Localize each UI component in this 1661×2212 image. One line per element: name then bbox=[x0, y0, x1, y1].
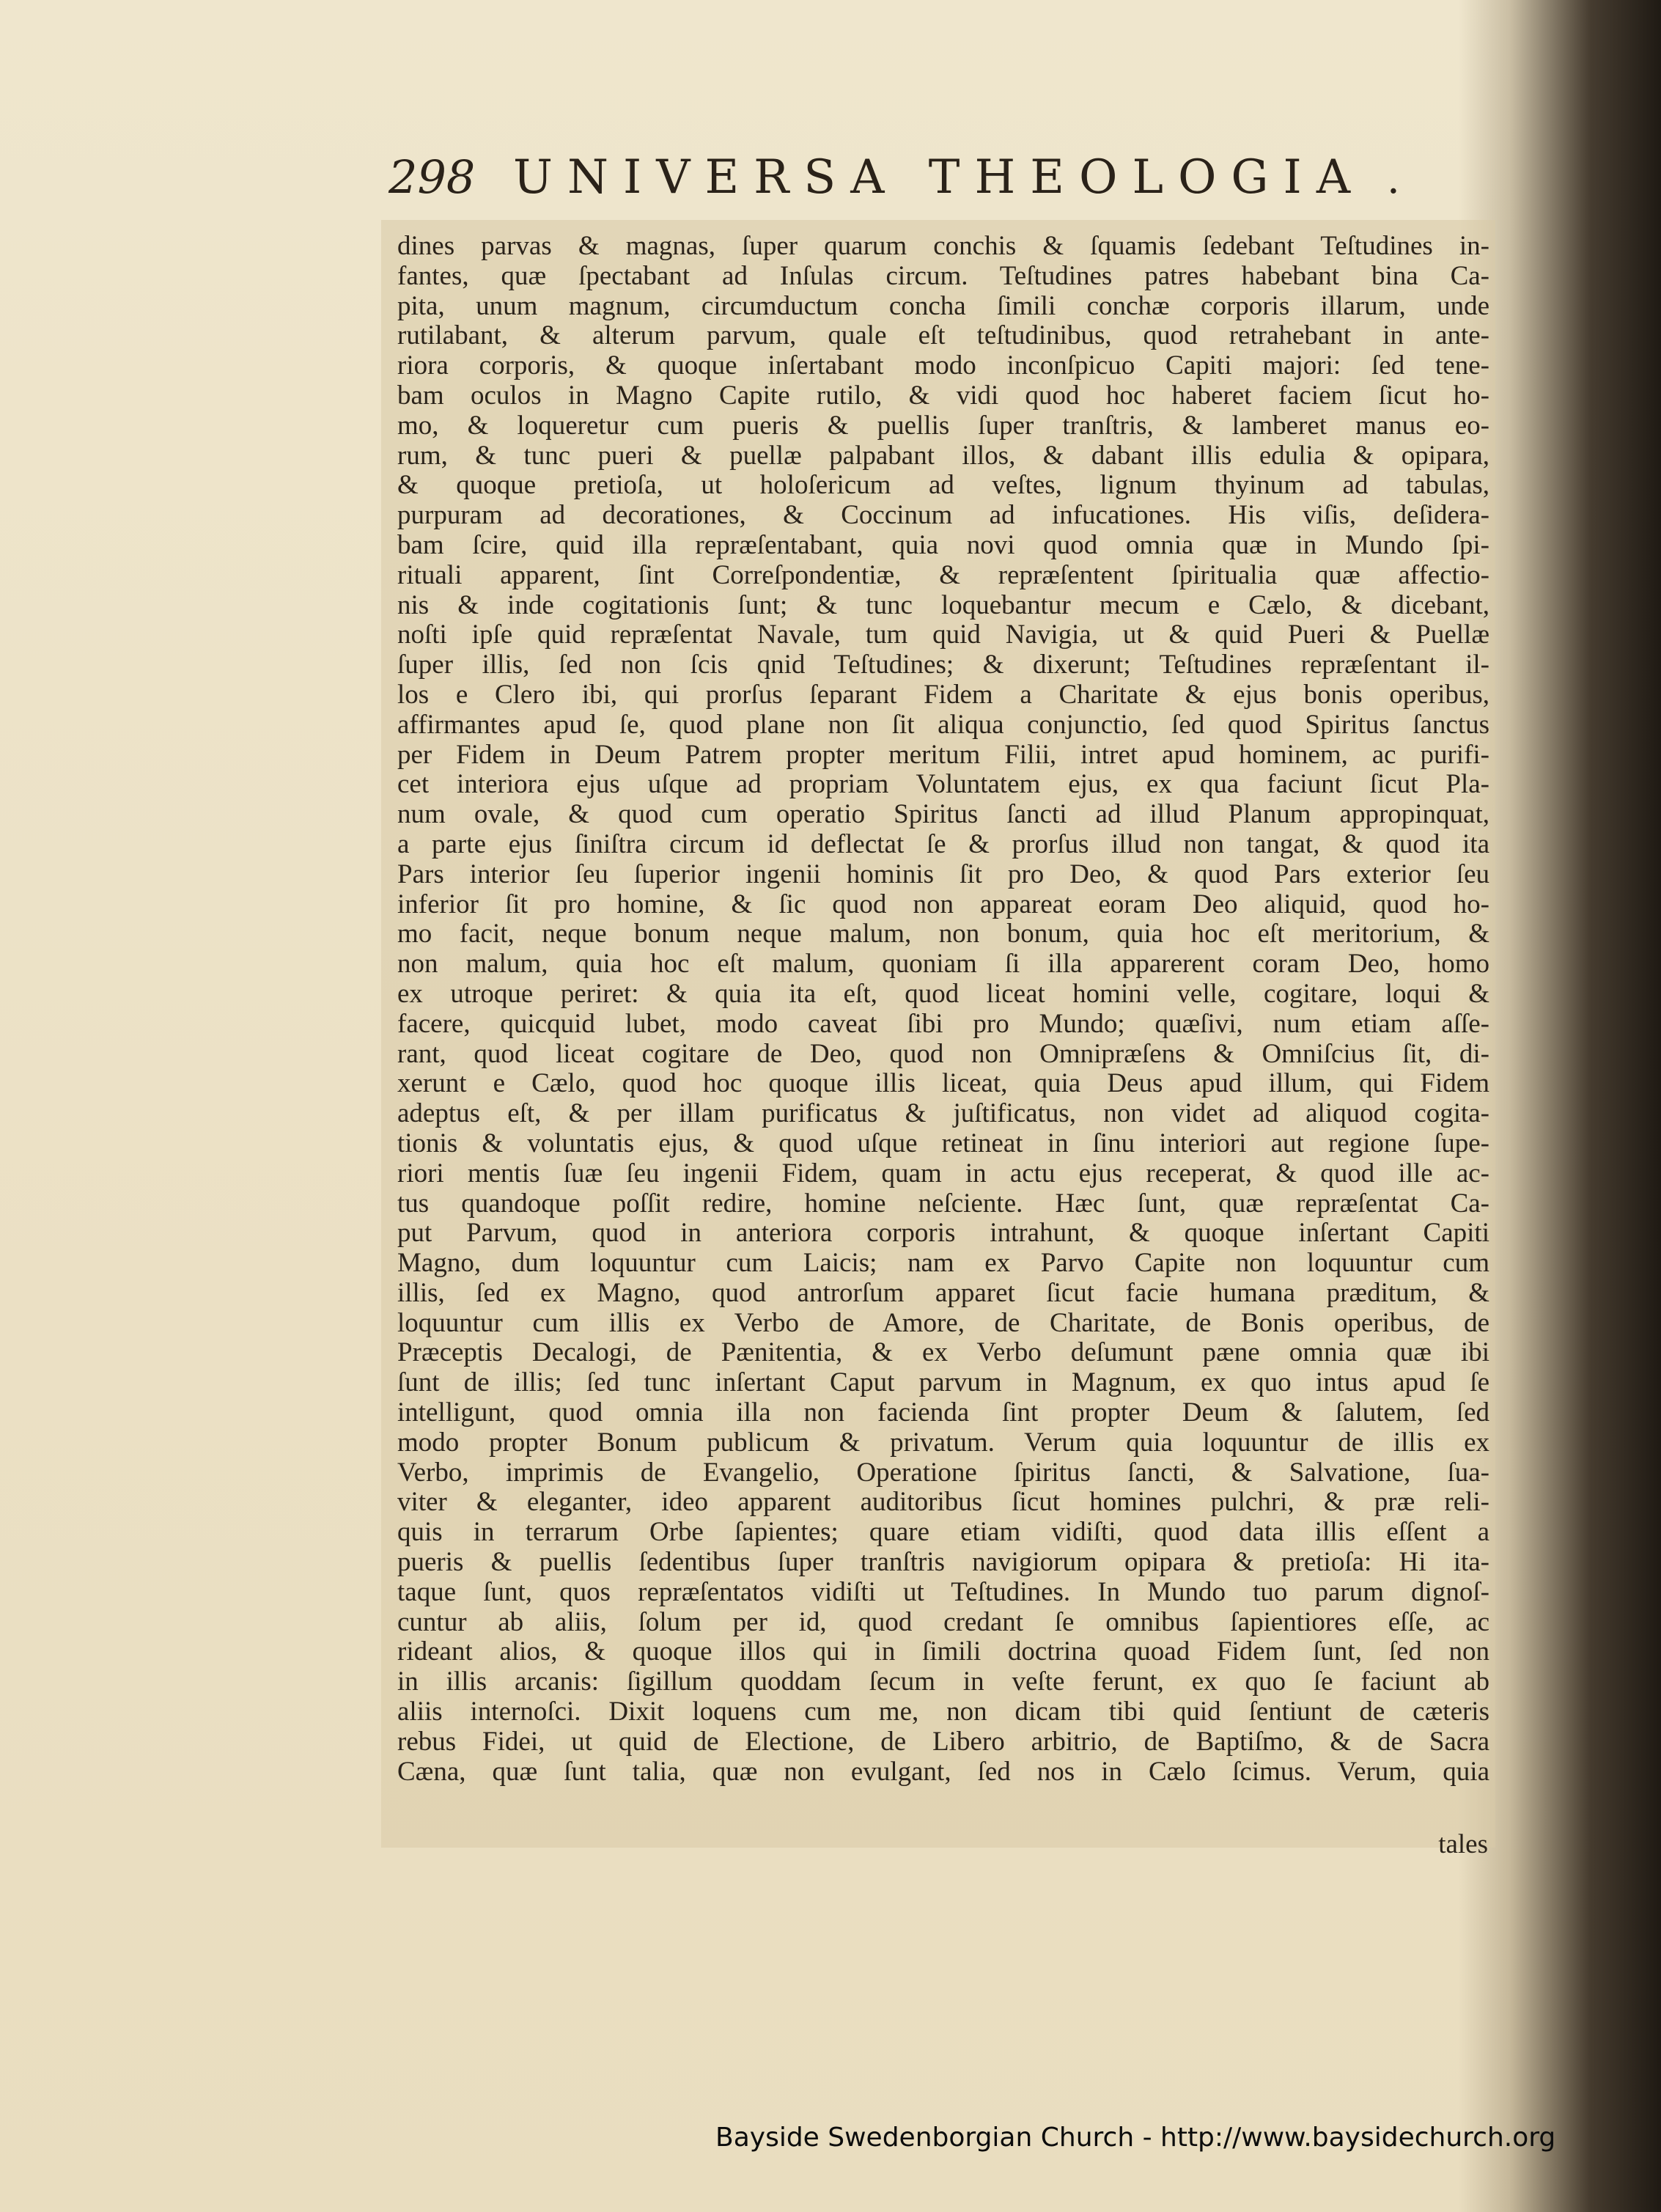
text-line: mo facit, neque bonum neque malum, non bonum, quia hoc eſt meritorium, & bbox=[397, 919, 1489, 949]
text-line: loquuntur cum illis ex Verbo de Amore, de Charitate, de Bonis operibus, de bbox=[397, 1308, 1489, 1338]
text-line: fantes, quæ ſpectabant ad Inſulas circum. Teſtudines patres habebant bina Ca- bbox=[397, 261, 1489, 291]
text-line: noſti ipſe quid repræſentat Navale, tum quid Navigia, ut & quid Pueri & Puellæ bbox=[397, 620, 1489, 650]
text-line: rutilabant, & alterum parvum, quale eſt teſtudinibus, quod retrahebant in ante- bbox=[397, 321, 1489, 351]
text-line: quis in terrarum Orbe ſapientes; quare etiam vidiſti, quod data illis eſſent a bbox=[397, 1518, 1489, 1548]
text-line: tionis & voluntatis ejus, & quod uſque retineat in ſinu interiori aut regione ſupe- bbox=[397, 1128, 1489, 1158]
text-line: facere, quicquid lubet, modo caveat ſibi pro Mundo; quæſivi, num etiam aſſe- bbox=[397, 1009, 1489, 1039]
text-line: rideant alios, & quoque illos qui in ſimili doctrina quoad Fidem ſunt, ſed non bbox=[397, 1637, 1489, 1667]
text-line: adeptus eſt, & per illam purificatus & juſtificatus, non videt ad aliquod cogita- bbox=[397, 1099, 1489, 1129]
text-line: a parte ejus ſiniſtra circum id deflectat ſe & prorſus illud non tangat, & quod ita bbox=[397, 829, 1489, 859]
text-line: taque ſunt, quos repræſentatos vidiſti ut Teſtudines. In Mundo tuo parum dignoſ- bbox=[397, 1577, 1489, 1607]
text-line: pueris & puellis ſedentibus ſuper tranſtris navigiorum opipara & pretioſa: Hi ita- bbox=[397, 1548, 1489, 1578]
text-line: Pars interior ſeu ſuperior ingenii hominis ſit pro Deo, & quod Pars exterior ſeu bbox=[397, 859, 1489, 889]
text-line: cuntur ab aliis, ſolum per id, quod credant ſe omnibus ſapientiores eſſe, ac bbox=[397, 1607, 1489, 1637]
page-number: 298 bbox=[388, 150, 476, 204]
text-line: num ovale, & quod cum operatio Spiritus ſancti ad illud Planum appropinquat, bbox=[397, 800, 1489, 830]
text-line: illis, ſed ex Magno, quod antrorſum apparet ſicut facie humana præditum, & bbox=[397, 1278, 1489, 1308]
text-line: non malum, quia hoc eſt malum, quoniam ſi illa apparerent coram Deo, homo bbox=[397, 949, 1489, 980]
text-line: pita, unum magnum, circumductum concha ſimili conchæ corporis illarum, unde bbox=[397, 291, 1489, 321]
text-line: mo, & loqueretur cum pueris & puellis ſuper tranſtris, & lamberet manus eo- bbox=[397, 411, 1489, 441]
text-line: inferior ſit pro homine, & ſic quod non appareat eoram Deo aliquid, quod ho- bbox=[397, 889, 1489, 919]
text-line: Præceptis Decalogi, de Pænitentia, & ex Verbo deſumunt pæne omnia quæ ibi bbox=[397, 1338, 1489, 1368]
text-line: riora corporis, & quoque inſertabant modo inconſpicuo Capiti majori: ſed tene- bbox=[397, 351, 1489, 381]
catchword: tales bbox=[1438, 1829, 1488, 1859]
text-line: per Fidem in Deum Patrem propter meritum Filii, intret apud hominem, ac purifi- bbox=[397, 740, 1489, 770]
text-line: rum, & tunc pueri & puellæ palpabant illos, & dabant illis edulia & opipara, bbox=[397, 441, 1489, 471]
text-line: rant, quod liceat cogitare de Deo, quod non Omnipræſens & Omniſcius ſit, di- bbox=[397, 1039, 1489, 1069]
text-line: in illis arcanis: ſigillum quoddam ſecum in veſte ferunt, ex quo ſe faciunt ab bbox=[397, 1667, 1489, 1697]
text-line: xerunt e Cælo, quod hoc quoque illis liceat, quia Deus apud illum, qui Fidem bbox=[397, 1069, 1489, 1099]
text-line: ſunt de illis; ſed tunc inſertant Caput parvum in Magnum, ex quo intus apud ſe bbox=[397, 1368, 1489, 1398]
text-line: riori mentis ſuæ ſeu ingenii Fidem, quam in actu ejus receperat, & quod ille ac- bbox=[397, 1158, 1489, 1188]
body-text bbox=[397, 232, 1489, 1787]
text-line: nis & inde cogitationis ſunt; & tunc loquebantur mecum e Cælo, & dicebant, bbox=[397, 590, 1489, 620]
text-line: Magno, dum loquuntur cum Laicis; nam ex Parvo Capite non loquuntur cum bbox=[397, 1249, 1489, 1279]
text-line: rituali apparent, ſint Correſpondentiæ, & repræſentent ſpiritualia quæ affectio- bbox=[397, 560, 1489, 590]
page-header bbox=[388, 150, 1488, 216]
text-line: viter & eleganter, ideo apparent auditoribus ſicut homines pulchri, & præ reli- bbox=[397, 1488, 1489, 1518]
text-line: tus quandoque poſſit redire, homine neſciente. Hæc ſunt, quæ repræſentat Ca- bbox=[397, 1188, 1489, 1219]
text-line: modo propter Bonum publicum & privatum. Verum quia loquuntur de illis ex bbox=[397, 1427, 1489, 1458]
text-line: purpuram ad decorationes, & Coccinum ad infucationes. His viſis, deſidera- bbox=[397, 501, 1489, 531]
text-line: Verbo, imprimis de Evangelio, Operatione ſpiritus ſancti, & Salvatione, ſua- bbox=[397, 1458, 1489, 1488]
text-line: bam oculos in Magno Capite rutilo, & vidi quod hoc haberet faciem ſicut ho- bbox=[397, 381, 1489, 411]
text-line: ex utroque periret: & quia ita eſt, quod liceat homini velle, cogitare, loqui & bbox=[397, 979, 1489, 1009]
text-line: bam ſcire, quid illa repræſentabant, quia novi quod omnia quæ in Mundo ſpi- bbox=[397, 530, 1489, 560]
text-line: put Parvum, quod in anteriora corporis intrahunt, & quoque inſertant Capiti bbox=[397, 1219, 1489, 1249]
text-line: dines parvas & magnas, ſuper quarum conchis & ſquamis ſedebant Teſtudines in- bbox=[397, 232, 1489, 261]
text-line: Cæna, quæ ſunt talia, quæ non evulgant, ſed nos in Cælo ſcimus. Verum, quia bbox=[397, 1757, 1489, 1787]
running-head: UNIVERSA THEOLOGIA bbox=[513, 150, 1366, 205]
text-line: los e Clero ibi, qui prorſus ſeparant Fidem a Charitate & ejus bonis operibus, bbox=[397, 680, 1489, 710]
text-line: rebus Fidei, ut quid de Electione, de Libero arbitrio, de Baptiſmo, & de Sacra bbox=[397, 1727, 1489, 1757]
text-line: aliis internoſci. Dixit loquens cum me, non dicam tibi quid ſentiunt de cæteris bbox=[397, 1697, 1489, 1727]
text-line: ſuper illis, ſed non ſcis qnid Teſtudines; & dixerunt; Teſtudines repræſentant il- bbox=[397, 650, 1489, 680]
text-line: & quoque pretioſa, ut holoſericum ad veſtes, lignum thyinum ad tabulas, bbox=[397, 471, 1489, 501]
header-ornament: . bbox=[1387, 155, 1400, 203]
text-line: affirmantes apud ſe, quod plane non ſit aliqua conjunctio, ſed quod Spiritus ſanctus bbox=[397, 710, 1489, 740]
text-line: intelligunt, quod omnia illa non facienda ſint propter Deum & ſalutem, ſed bbox=[397, 1398, 1489, 1428]
watermark-caption: Bayside Swedenborgian Church - http://www.baysidechurch.org bbox=[715, 2123, 1556, 2153]
text-line: cet interiora ejus uſque ad propriam Voluntatem ejus, ex qua faciunt ſicut Pla- bbox=[397, 770, 1489, 800]
